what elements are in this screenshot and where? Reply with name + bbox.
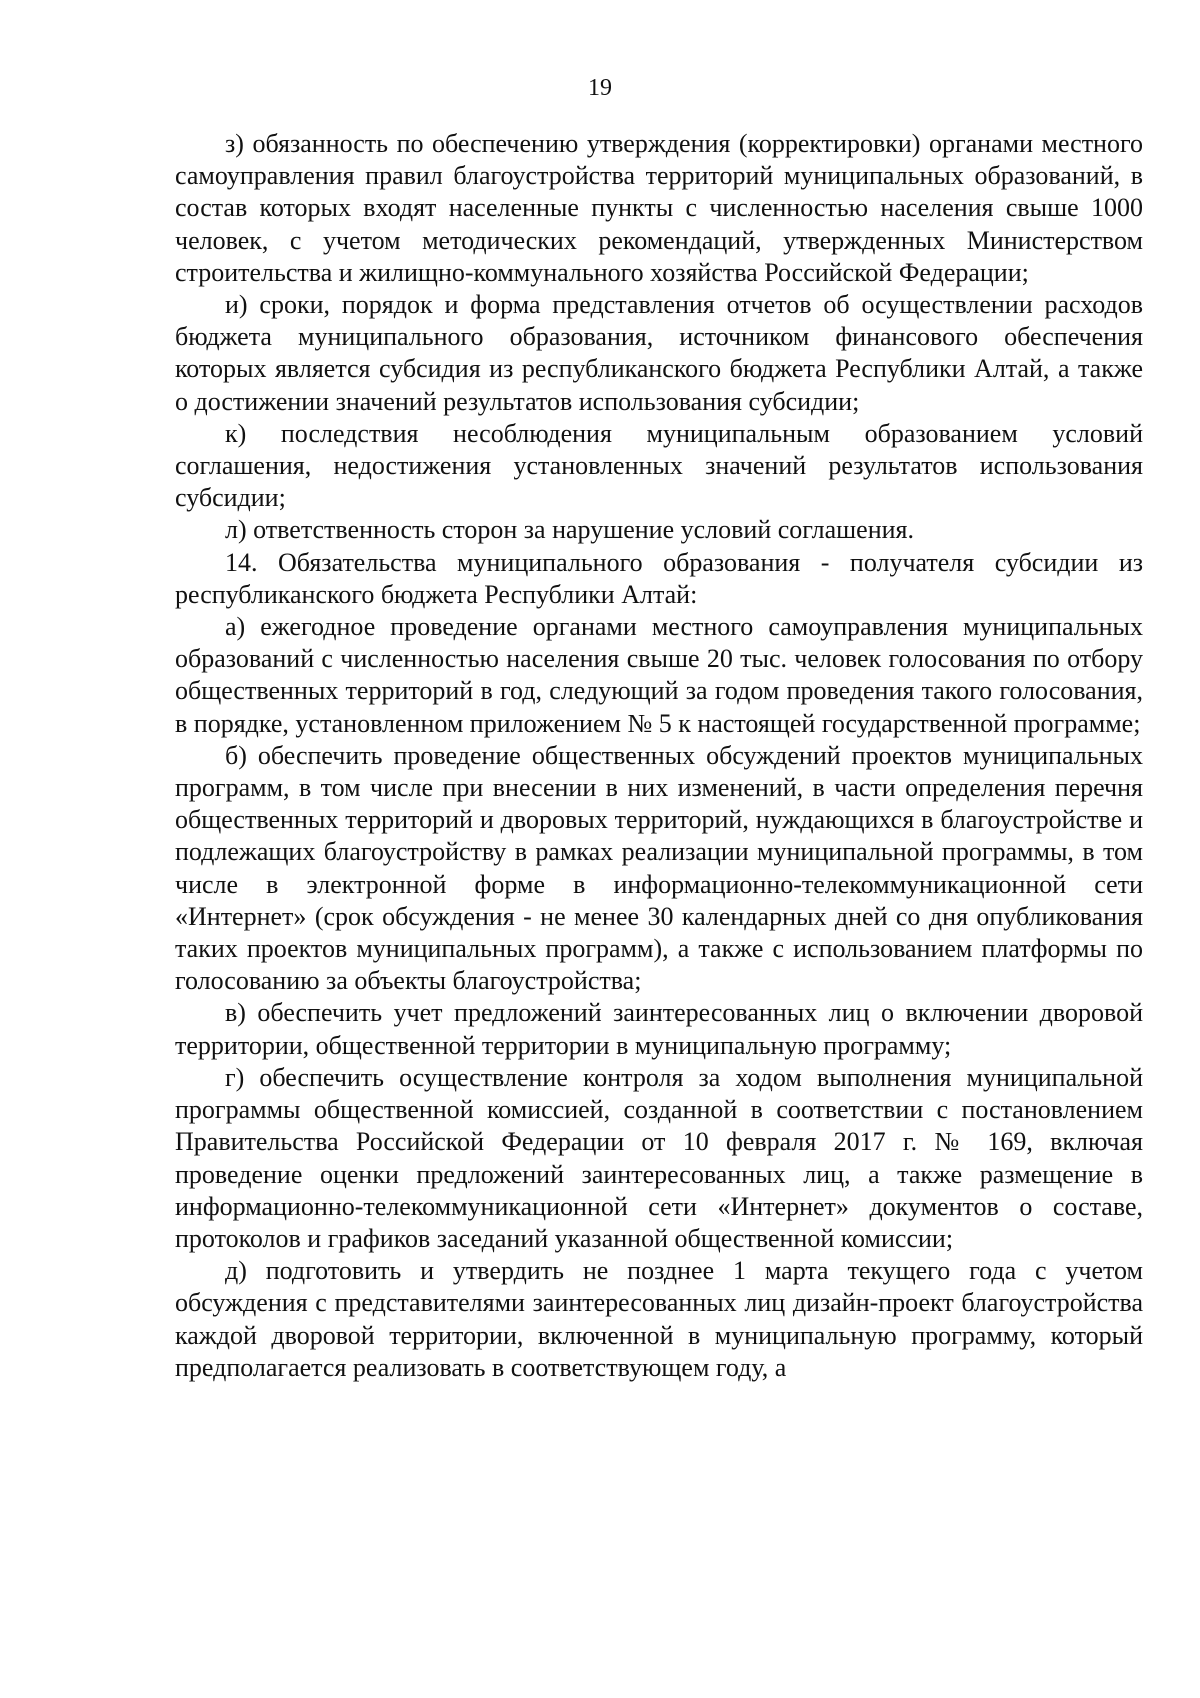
page-number: 19 (588, 75, 612, 101)
paragraph-g: г) обеспечить осуществление контроля за ходом выполнения муниципальной программы общественной комиссией, созданной в соответствии с постановлением Правительства Российской Федерации от 10 февраля 2017 г. № 169, включая проведение оценки предложений заинтересованных лиц, а также размещение в информационно-телекоммуникационной сети «Интернет» документов о составе, протоколов и графиков заседаний указанной общественной комиссии; (175, 1062, 1143, 1253)
paragraph-k: к) последствия несоблюдения муниципальным образованием условий соглашения, недостижения установленных значений результатов использования субсидии; (175, 418, 1143, 513)
paragraph-v: в) обеспечить учет предложений заинтересованных лиц о включении дворовой территории, общественной территории в муниципальную программу; (175, 998, 1143, 1060)
paragraph-a: а) ежегодное проведение органами местного самоуправления муниципальных образований с численностью населения свыше 20 тыс. человек голосования по отбору общественных территорий в год, следующий за годом проведения такого голосования, в порядке, установленном приложением № 5 к настоящей государственной программе; (175, 612, 1143, 738)
paragraph-z: з) обязанность по обеспечению утверждения (корректировки) органами местного самоуправления правил благоустройства территорий муниципальных образований, в состав которых входят населенные пункты с численностью населения свыше 1000 человек, с учетом методических рекомендаций, утвержденных Министерством строительства и жилищно-коммунального хозяйства Российской Федерации; (175, 129, 1143, 287)
paragraph-14: 14. Обязательства муниципального образования - получателя субсидии из республиканского бюджета Республики Алтай: (175, 547, 1143, 609)
paragraph-b: б) обеспечить проведение общественных обсуждений проектов муниципальных программ, в том числе при внесении в них изменений, в части определения перечня общественных территорий и дворовых территорий, нуждающихся в благоустройстве и подлежащих благоустройству в рамках реализации муниципальной программы, в том числе в электронной форме в информационно-телекоммуникационной сети «Интернет» (срок обсуждения - не менее 30 календарных дней со дня опубликования таких проектов муниципальных программ), а также с использованием платформы по голосованию за объекты благоустройства; (175, 740, 1143, 996)
paragraph-i: и) сроки, порядок и форма представления отчетов об осуществлении расходов бюджета муниципального образования, источником финансового обеспечения которых является субсидия из республиканского бюджета Республики Алтай, а также о достижении значений результатов использования субсидии; (175, 290, 1143, 416)
paragraph-d: д) подготовить и утвердить не позднее 1 марта текущего года с учетом обсуждения с представителями заинтересованных лиц дизайн-проект благоустройства каждой дворовой территории, включенной в муниципальную программу, который предполагается реализовать в соответствующем году, а (175, 1256, 1143, 1382)
document-body (175, 128, 1143, 1384)
paragraph-l: л) ответственность сторон за нарушение условий соглашения. (225, 515, 914, 545)
